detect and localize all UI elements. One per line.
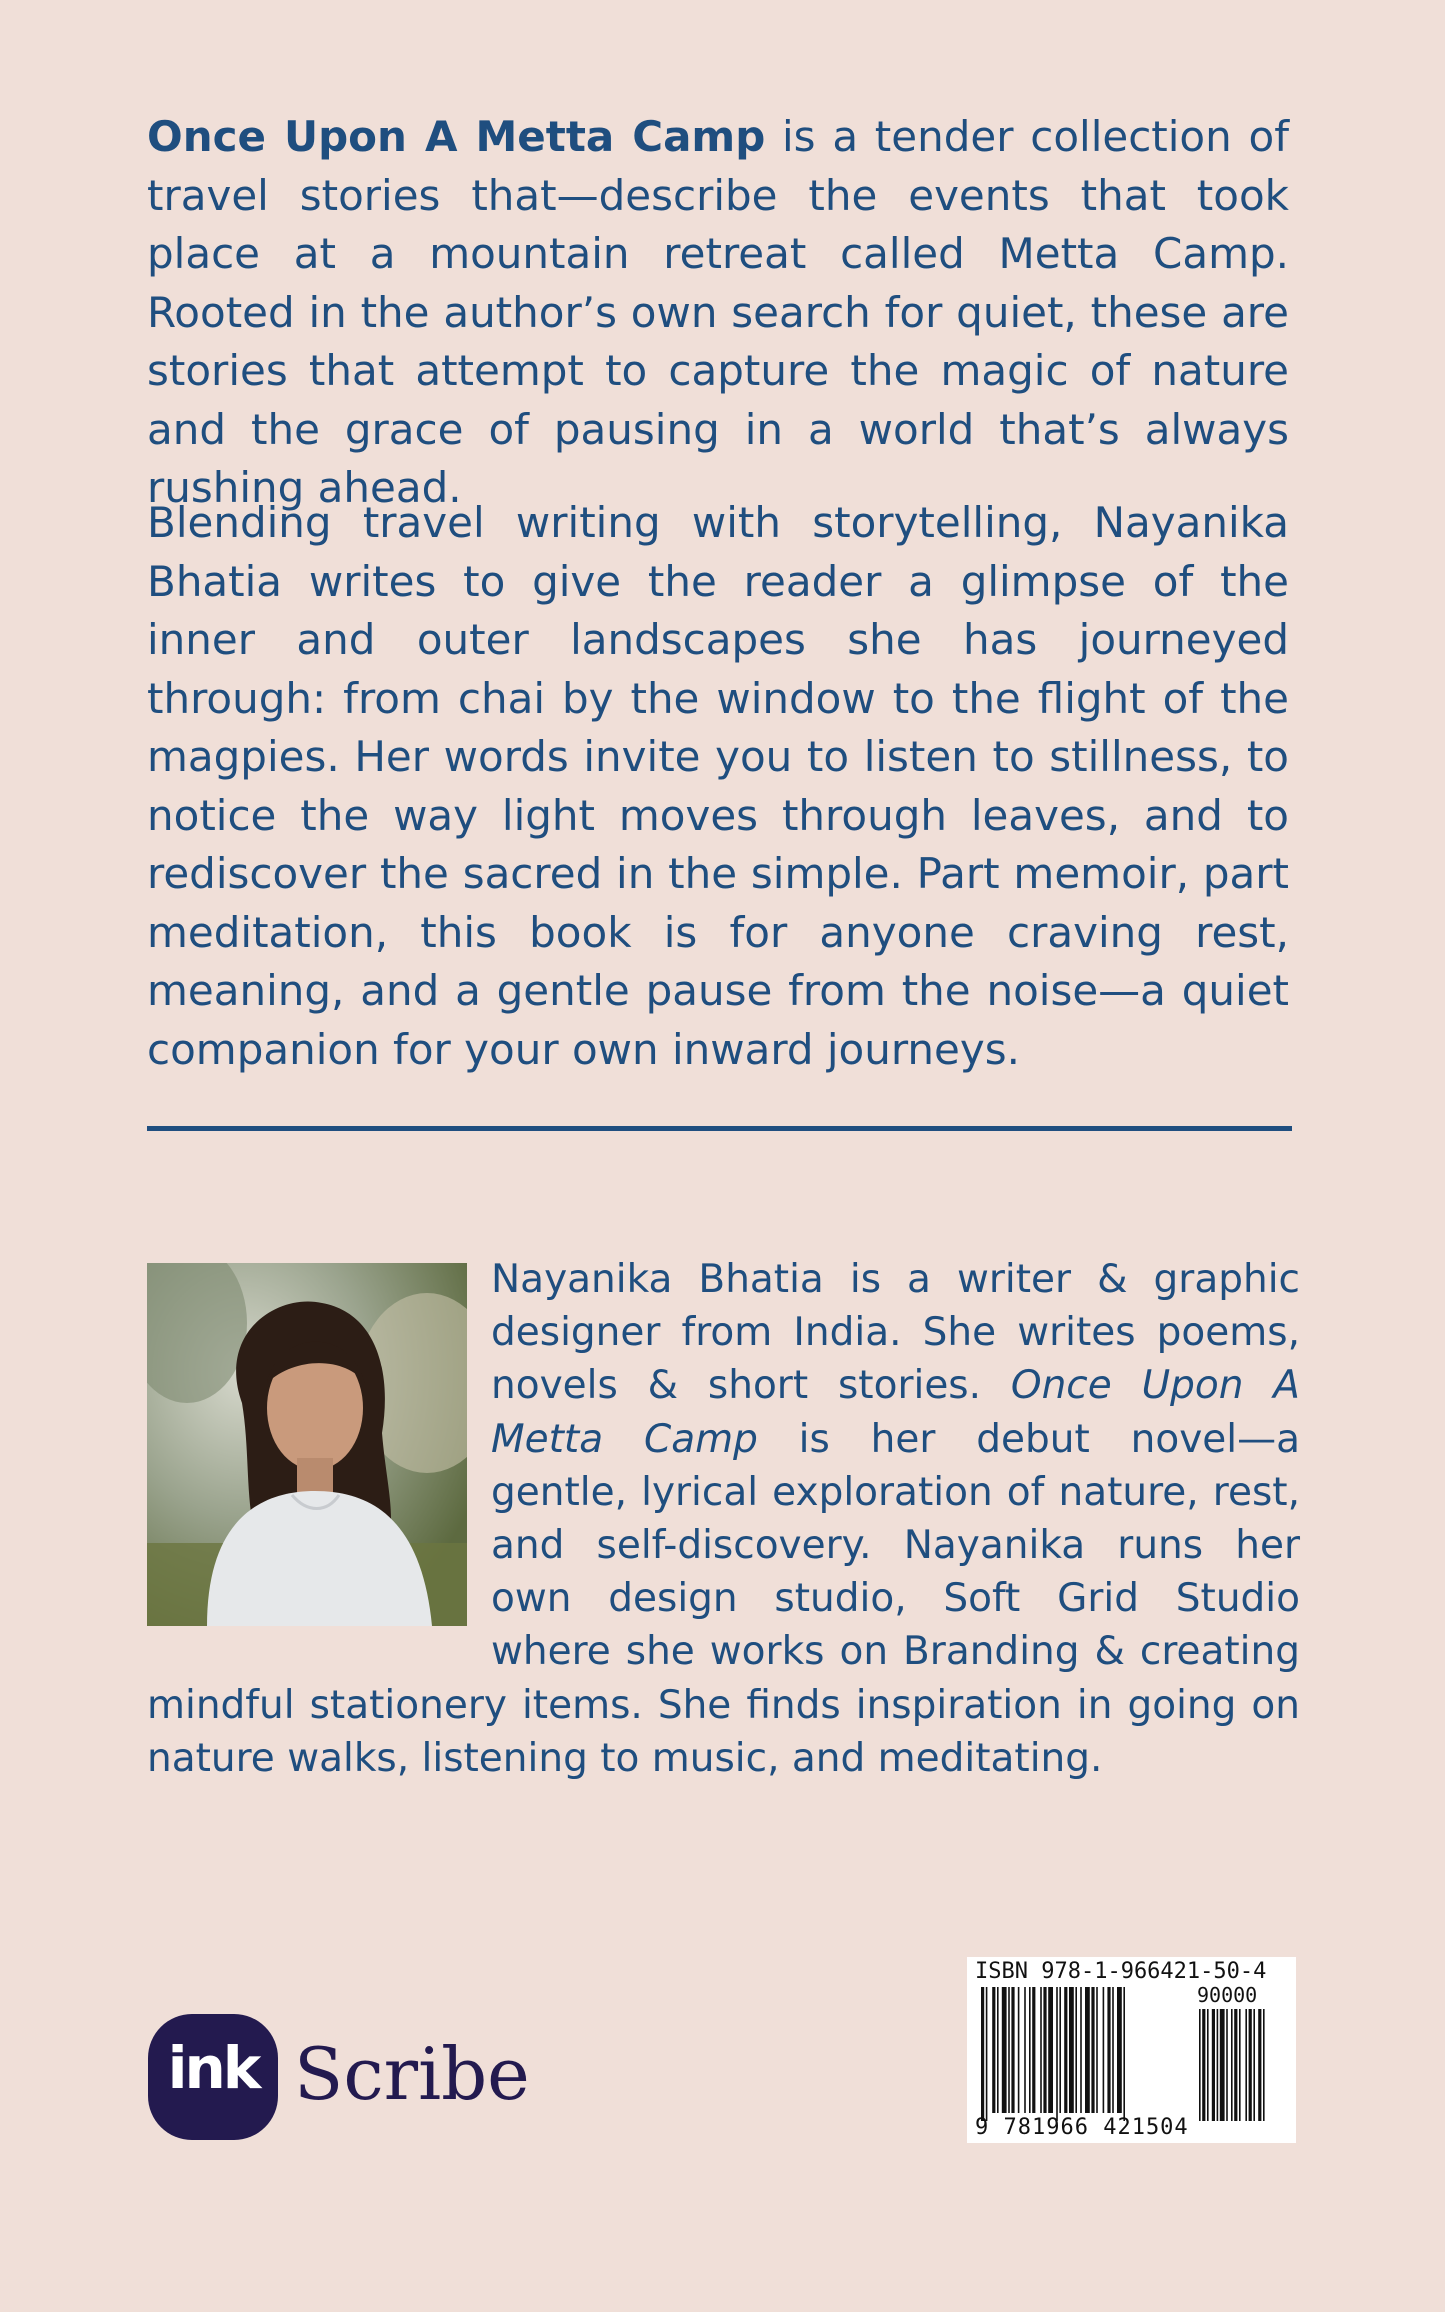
addon-bar (1234, 2009, 1237, 2121)
barcode-bar (1002, 1987, 1007, 2113)
barcode-bar (1069, 1987, 1074, 2113)
addon-bar (1239, 2009, 1241, 2121)
barcode-bar (1080, 1987, 1082, 2113)
barcode-bar (1059, 1987, 1061, 2113)
addon-bar (1245, 2009, 1247, 2121)
barcode-bar (986, 1987, 988, 2121)
blurb-paragraph-1-text: is a tender collection of travel stories that—describe the events that took place at a mountain retreat called Metta Camp. Rooted in the author’s own search for quiet, these are stories that attempt to capture the magic of nature and the grace of pausing in a world that’s always rushing ahead. (147, 112, 1289, 512)
addon-bar (1199, 2009, 1201, 2121)
addon-bar (1202, 2009, 1205, 2121)
barcode-bar (1043, 1987, 1046, 2113)
barcode-bar (1107, 1987, 1110, 2113)
barcode-bar (992, 1987, 995, 2113)
blurb-paragraph-2: Blending travel writing with storytelling, Nayanika Bhatia writes to give the reader a glimpse of the inner and outer landscapes she has journeyed through: from chai by the window to the flight of the magpies. Her words invite you to listen to stillness, to notice the way light moves through leaves, and to rediscover the sacred in the simple. Part memoir, part meditation, this book is for anyone craving rest, meaning, and a gentle pause from the noise—a quiet companion for your own inward journeys. (147, 498, 1289, 1074)
author-portrait-illustration (147, 1263, 467, 1626)
addon-bar (1207, 2009, 1209, 2121)
author-bio-book-title: Once Upon A Metta Camp (491, 1363, 1300, 1462)
price-addon-code: 90000 (1197, 1983, 1258, 2007)
addon-bar (1220, 2009, 1225, 2121)
section-divider (147, 1126, 1292, 1131)
isbn-label: ISBN 978-1-966421-50-4 (975, 1959, 1267, 1984)
addon-bar (1212, 2009, 1215, 2121)
addon-bar (1231, 2009, 1233, 2121)
barcode-bar (1029, 1987, 1031, 2113)
barcode-bar (1064, 1987, 1067, 2113)
publisher-name: Scribe (294, 2032, 530, 2116)
barcode-bar (1024, 1987, 1026, 2113)
barcode-bar (1040, 1987, 1042, 2113)
barcode-bar (1117, 1987, 1122, 2113)
barcode-bar (1096, 1987, 1098, 2113)
addon-bar (1217, 2009, 1219, 2121)
addon-bar (1253, 2009, 1255, 2121)
barcode-bar (1011, 1987, 1014, 2113)
book-title: Once Upon A Metta Camp (147, 112, 766, 161)
addon-bar (1249, 2009, 1252, 2121)
barcode-digits: 9 781966 421504 (975, 2115, 1189, 2140)
barcode-bar (1048, 1987, 1053, 2113)
author-bio-text-1: Nayanika Bhatia is a writer & graphic designer from India. She writes poems, novels & short stories. (491, 1257, 1300, 1409)
addon-bar (1226, 2009, 1228, 2121)
barcode-bar (1056, 1987, 1058, 2121)
barcode-bar (1018, 1987, 1020, 2113)
barcode-bar (1008, 1987, 1010, 2113)
author-bio-text-2: is her debut novel—a gentle, lyrical exploration of nature, rest, and self-discovery. Nayanika runs her own design studio, Soft Grid Studio where she works on Branding & creating mindful stationery items. She finds inspiration in going on nature walks, listening to music, and meditating. (147, 1416, 1300, 1781)
author-bio (147, 1253, 1300, 1785)
barcode-bar (1112, 1987, 1114, 2113)
barcode-bar (1103, 1987, 1105, 2113)
blurb-paragraph-1 (147, 108, 1289, 518)
barcode-bar (1085, 1987, 1090, 2113)
barcode-bar (981, 1987, 984, 2121)
barcode-bar (1091, 1987, 1094, 2113)
barcode-bar (1032, 1987, 1035, 2113)
publisher-logo-badge-text: ink (167, 2034, 259, 2102)
isbn-barcode (967, 1957, 1296, 2143)
barcode-bar (1123, 1987, 1125, 2121)
author-photo (147, 1263, 467, 1626)
barcode-bar (1075, 1987, 1077, 2113)
addon-bar (1258, 2009, 1261, 2121)
barcode-bar (997, 1987, 999, 2113)
addon-bar (1263, 2009, 1265, 2121)
publisher-logo-badge (148, 2014, 278, 2140)
publisher-logo (148, 2014, 528, 2140)
